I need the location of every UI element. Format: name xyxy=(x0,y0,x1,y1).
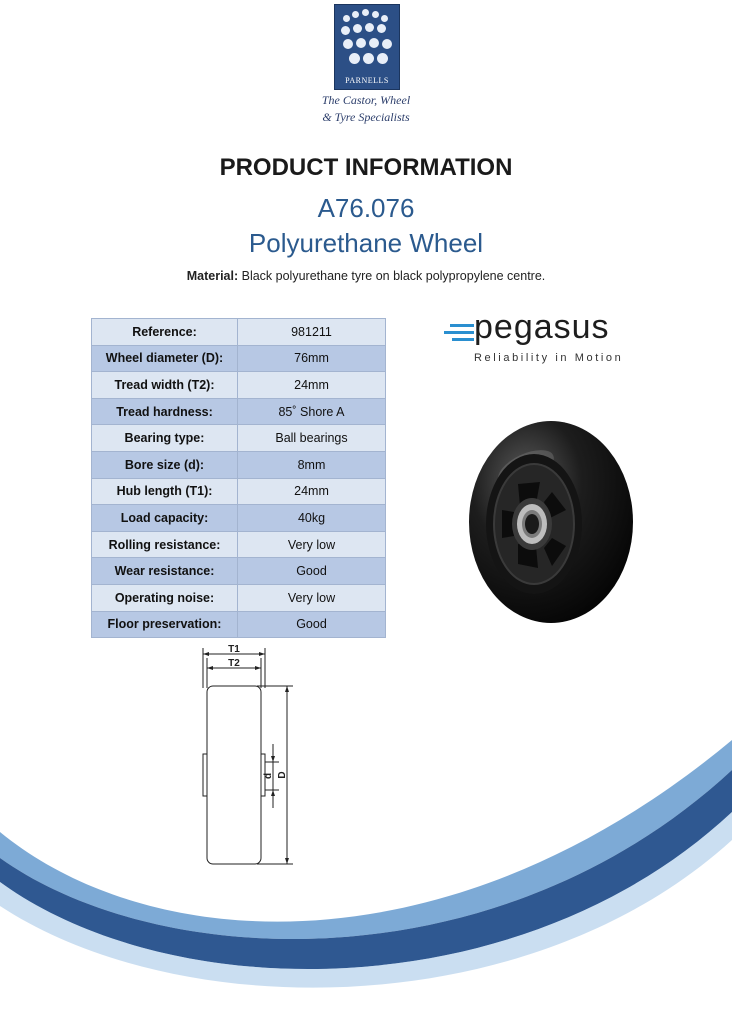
drawing-label-t2: T2 xyxy=(228,658,240,669)
material-label: Material: xyxy=(186,269,239,283)
brand-name: pegasus xyxy=(474,308,610,346)
table-row xyxy=(92,398,386,425)
spec-value: 85˚ Shore A xyxy=(238,398,386,425)
spec-value: Good xyxy=(238,611,386,638)
spec-key: Tread hardness: xyxy=(92,398,238,425)
spec-value: Ball bearings xyxy=(238,425,386,452)
logo-dot xyxy=(341,26,350,35)
tagline-line1: The Castor, Wheel xyxy=(321,93,411,107)
logo-dot xyxy=(382,39,392,49)
spec-value: Good xyxy=(238,558,386,585)
logo-dot xyxy=(356,38,366,48)
table-row xyxy=(92,425,386,452)
parnells-logo xyxy=(334,4,400,90)
logo-dot xyxy=(381,15,388,22)
spec-key: Bearing type: xyxy=(92,425,238,452)
table-row xyxy=(92,558,386,585)
pegasus-speed-lines-icon xyxy=(442,322,474,342)
table-row xyxy=(92,345,386,372)
material-description xyxy=(0,269,732,283)
table-row xyxy=(92,451,386,478)
spec-value: 8mm xyxy=(238,451,386,478)
spec-key: Operating noise: xyxy=(92,584,238,611)
logo-dot xyxy=(343,15,350,22)
product-name: Polyurethane Wheel xyxy=(248,228,484,258)
logo-dot xyxy=(369,38,379,48)
logo-dot xyxy=(363,53,374,64)
spec-key: Reference: xyxy=(92,319,238,346)
spec-value: 76mm xyxy=(238,345,386,372)
logo-dot xyxy=(353,24,362,33)
spec-key: Wheel diameter (D): xyxy=(92,345,238,372)
table-row xyxy=(92,372,386,399)
spec-key: Bore size (d): xyxy=(92,451,238,478)
spec-value: Very low xyxy=(238,584,386,611)
table-row xyxy=(92,505,386,532)
logo-dot xyxy=(349,53,360,64)
tagline-line2: & Tyre Specialists xyxy=(322,110,410,124)
table-row xyxy=(92,611,386,638)
decorative-swoosh xyxy=(0,740,732,1024)
logo-dot xyxy=(343,39,353,49)
spec-key: Floor preservation: xyxy=(92,611,238,638)
drawing-label-diameter: D xyxy=(277,771,288,779)
table-row xyxy=(92,319,386,346)
logo-dot xyxy=(365,23,374,32)
drawing-label-t1: T1 xyxy=(228,644,240,655)
spec-value: Very low xyxy=(238,531,386,558)
pegasus-logo xyxy=(442,310,622,370)
spec-value: 24mm xyxy=(238,372,386,399)
brand-slogan: Reliability in Motion xyxy=(474,352,624,364)
spec-value: 24mm xyxy=(238,478,386,505)
spec-key: Tread width (T2): xyxy=(92,372,238,399)
logo-dot xyxy=(362,9,369,16)
table-row xyxy=(92,478,386,505)
spec-value: 40kg xyxy=(238,505,386,532)
spec-key: Rolling resistance: xyxy=(92,531,238,558)
logo-dot xyxy=(377,53,388,64)
logo-dot xyxy=(377,24,386,33)
table-row xyxy=(92,584,386,611)
logo-dot xyxy=(372,11,379,18)
material-text: Black polyurethane tyre on black polypropylene centre. xyxy=(238,269,546,283)
drawing-label-bore: d xyxy=(263,772,274,780)
spec-key: Wear resistance: xyxy=(92,558,238,585)
logo-dot xyxy=(352,11,359,18)
spec-key: Hub length (T1): xyxy=(92,478,238,505)
company-name: PARNELLS xyxy=(345,76,389,85)
specifications-table xyxy=(91,318,386,638)
page-heading: PRODUCT INFORMATION xyxy=(219,154,513,181)
wheel-photo xyxy=(466,420,636,630)
table-row xyxy=(92,531,386,558)
spec-key: Load capacity: xyxy=(92,505,238,532)
spec-value: 981211 xyxy=(238,319,386,346)
product-code: A76.076 xyxy=(317,193,415,223)
